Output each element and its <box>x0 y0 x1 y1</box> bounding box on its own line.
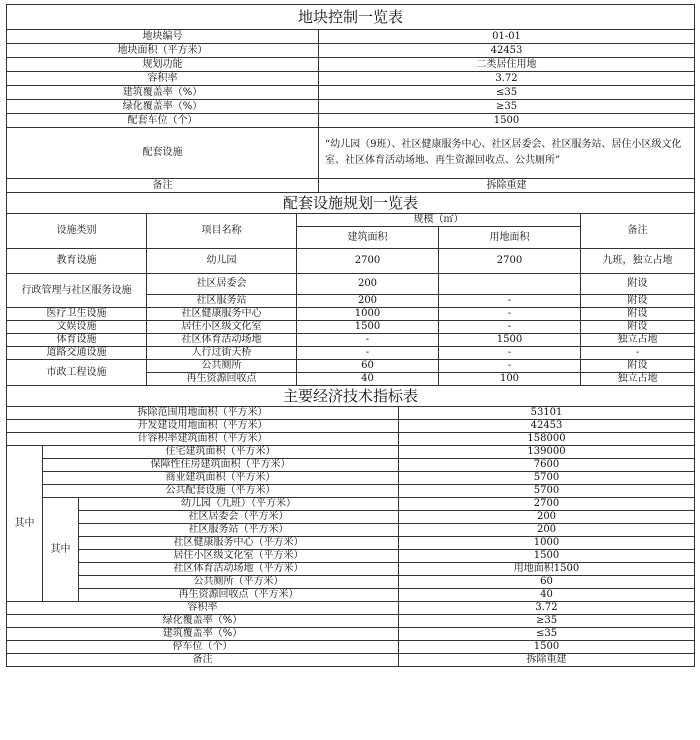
indicator-value: 5700 <box>399 485 695 498</box>
row-label: 地块编号 <box>7 30 319 44</box>
indicator-value: 158000 <box>399 433 695 446</box>
indicators-table <box>6 385 695 667</box>
remark-label: 备注 <box>7 179 319 193</box>
header-building-area: 建筑面积 <box>297 227 439 249</box>
indicator-value: 拆除重建 <box>399 654 695 667</box>
remark-value: 拆除重建 <box>319 179 695 193</box>
cell-land: - <box>439 360 581 373</box>
indicator-value: 7600 <box>399 459 695 472</box>
cell-remark: 独立占地 <box>581 334 695 347</box>
indicators-title: 主要经济技术指标表 <box>7 386 695 407</box>
cell-category: 道路交通设施 <box>7 347 147 360</box>
table-row <box>7 114 695 128</box>
table-row <box>7 433 695 446</box>
qizhong-inner-label: 其中 <box>43 498 79 602</box>
table-row <box>7 308 695 321</box>
indicator-label: 住宅建筑面积（平方米） <box>43 446 399 459</box>
row-value: 3.72 <box>319 72 695 86</box>
indicator-label: 社区服务站（平方米） <box>79 524 399 537</box>
indicator-value: 42453 <box>399 420 695 433</box>
indicator-label: 拆除范围用地面积（平方米） <box>7 407 399 420</box>
table-row <box>7 360 695 373</box>
cell-remark: - <box>581 347 695 360</box>
facility-plan-table <box>6 192 695 386</box>
table-row <box>7 602 695 615</box>
cell-building: 1000 <box>297 308 439 321</box>
header-scale: 规模（㎡） <box>297 214 581 227</box>
cell-item: 公共厕所 <box>147 360 297 373</box>
row-label: 建筑覆盖率（%） <box>7 86 319 100</box>
row-label: 规划功能 <box>7 58 319 72</box>
table-row <box>7 654 695 667</box>
cell-item: 居住小区级文化室 <box>147 321 297 334</box>
table-row <box>7 86 695 100</box>
header-item: 项目名称 <box>147 214 297 249</box>
indicator-value: 2700 <box>399 498 695 511</box>
indicator-value: 1000 <box>399 537 695 550</box>
table-row <box>7 30 695 44</box>
cell-land: - <box>439 347 581 360</box>
indicator-label: 社区健康服务中心（平方米） <box>79 537 399 550</box>
cell-category: 教育设施 <box>7 249 147 274</box>
cell-item: 幼儿园 <box>147 249 297 274</box>
row-label: 配套车位（个） <box>7 114 319 128</box>
table-row <box>7 511 695 524</box>
cell-category: 体育设施 <box>7 334 147 347</box>
row-value: ≥35 <box>319 100 695 114</box>
row-value: 01-01 <box>319 30 695 44</box>
indicator-label: 公共配套设施（平方米） <box>43 485 399 498</box>
cell-remark: 附设 <box>581 274 695 295</box>
table-row <box>7 628 695 641</box>
indicator-value: ≥35 <box>399 615 695 628</box>
cell-item: 社区居委会 <box>147 274 297 295</box>
indicator-value: 用地面积1500 <box>399 563 695 576</box>
indicator-value: 1500 <box>399 550 695 563</box>
header-remark: 备注 <box>581 214 695 249</box>
table-row <box>7 100 695 114</box>
table-row <box>7 576 695 589</box>
indicator-label: 开发建设用地面积（平方米） <box>7 420 399 433</box>
cell-remark: 附设 <box>581 308 695 321</box>
indicator-label: 居住小区级文化室（平方米） <box>79 550 399 563</box>
indicator-label: 计容积率建筑面积（平方米） <box>7 433 399 446</box>
indicator-value: 53101 <box>399 407 695 420</box>
header-land-area: 用地面积 <box>439 227 581 249</box>
table-row <box>7 334 695 347</box>
indicator-label: 备注 <box>7 654 399 667</box>
indicator-value: 139000 <box>399 446 695 459</box>
indicator-label: 商业建筑面积（平方米） <box>43 472 399 485</box>
table-row <box>7 58 695 72</box>
table-row <box>7 321 695 334</box>
cell-item: 再生资源回收点 <box>147 373 297 386</box>
facilities-value: “幼儿园（9班）、社区健康服务中心、社区居委会、社区服务站、居住小区级文化室、社区体育活动场地、再生资源回收点、公共厕所” <box>319 128 695 179</box>
cell-building: 40 <box>297 373 439 386</box>
table-row <box>7 72 695 86</box>
row-label: 地块面积（平方米） <box>7 44 319 58</box>
cell-building: 200 <box>297 295 439 308</box>
cell-building: - <box>297 347 439 360</box>
indicator-value: 1500 <box>399 641 695 654</box>
cell-land: 1500 <box>439 334 581 347</box>
table-row <box>7 407 695 420</box>
indicator-label: 再生资源回收点（平方米） <box>79 589 399 602</box>
indicator-label: 公共厕所（平方米） <box>79 576 399 589</box>
table-row <box>7 347 695 360</box>
cell-land: - <box>439 308 581 321</box>
cell-land: 2700 <box>439 249 581 274</box>
cell-land: 100 <box>439 373 581 386</box>
row-label: 绿化覆盖率（%） <box>7 100 319 114</box>
table-row <box>7 615 695 628</box>
indicator-value: 40 <box>399 589 695 602</box>
indicator-label: 容积率 <box>7 602 399 615</box>
row-value: ≤35 <box>319 86 695 100</box>
cell-land <box>439 274 581 295</box>
table-row <box>7 550 695 563</box>
cell-building: - <box>297 334 439 347</box>
table-row <box>7 420 695 433</box>
cell-building: 2700 <box>297 249 439 274</box>
table-row <box>7 249 695 274</box>
cell-remark: 九班，独立占地 <box>581 249 695 274</box>
row-label: 容积率 <box>7 72 319 86</box>
cell-remark: 附设 <box>581 295 695 308</box>
cell-category: 文娱设施 <box>7 321 147 334</box>
table-row <box>7 537 695 550</box>
table-row <box>7 498 695 511</box>
indicator-value: 200 <box>399 524 695 537</box>
cell-category: 市政工程设施 <box>7 360 147 386</box>
cell-category: 医疗卫生设施 <box>7 308 147 321</box>
document-sheet <box>6 4 694 667</box>
cell-item: 社区健康服务中心 <box>147 308 297 321</box>
indicator-label: 保障性住房建筑面积（平方米） <box>43 459 399 472</box>
indicator-value: 200 <box>399 511 695 524</box>
qizhong-outer-label: 其中 <box>7 446 43 602</box>
table-row <box>7 563 695 576</box>
indicator-label: 社区居委会（平方米） <box>79 511 399 524</box>
row-value: 二类居住用地 <box>319 58 695 72</box>
cell-item: 人行过街天桥 <box>147 347 297 360</box>
cell-remark: 附设 <box>581 321 695 334</box>
cell-land: - <box>439 295 581 308</box>
cell-item: 社区体育活动场地 <box>147 334 297 347</box>
cell-building: 1500 <box>297 321 439 334</box>
indicator-value: 3.72 <box>399 602 695 615</box>
header-category: 设施类别 <box>7 214 147 249</box>
cell-building: 60 <box>297 360 439 373</box>
indicator-value: 5700 <box>399 472 695 485</box>
indicator-label: 停车位（个） <box>7 641 399 654</box>
facility-plan-title: 配套设施规划一览表 <box>7 193 695 214</box>
cell-remark: 独立占地 <box>581 373 695 386</box>
table-row <box>7 641 695 654</box>
table-row <box>7 274 695 295</box>
indicator-label: 绿化覆盖率（%） <box>7 615 399 628</box>
table-row <box>7 128 695 179</box>
table-row <box>7 485 695 498</box>
table-row <box>7 524 695 537</box>
cell-remark: 附设 <box>581 360 695 373</box>
cell-building: 200 <box>297 274 439 295</box>
indicator-value: 60 <box>399 576 695 589</box>
table-row <box>7 459 695 472</box>
table-row <box>7 472 695 485</box>
plot-control-table <box>6 4 695 193</box>
table-row <box>7 446 695 459</box>
table-row <box>7 44 695 58</box>
indicator-label: 建筑覆盖率（%） <box>7 628 399 641</box>
row-value: 42453 <box>319 44 695 58</box>
indicator-label: 幼儿园（九班）（平方米） <box>79 498 399 511</box>
cell-item: 社区服务站 <box>147 295 297 308</box>
cell-land: - <box>439 321 581 334</box>
table-row <box>7 179 695 193</box>
cell-category: 行政管理与社区服务设施 <box>7 274 147 308</box>
indicator-label: 社区体育活动场地（平方米） <box>79 563 399 576</box>
facilities-label: 配套设施 <box>7 128 319 179</box>
row-value: 1500 <box>319 114 695 128</box>
indicator-value: ≤35 <box>399 628 695 641</box>
plot-control-title: 地块控制一览表 <box>7 5 695 30</box>
table-row <box>7 589 695 602</box>
